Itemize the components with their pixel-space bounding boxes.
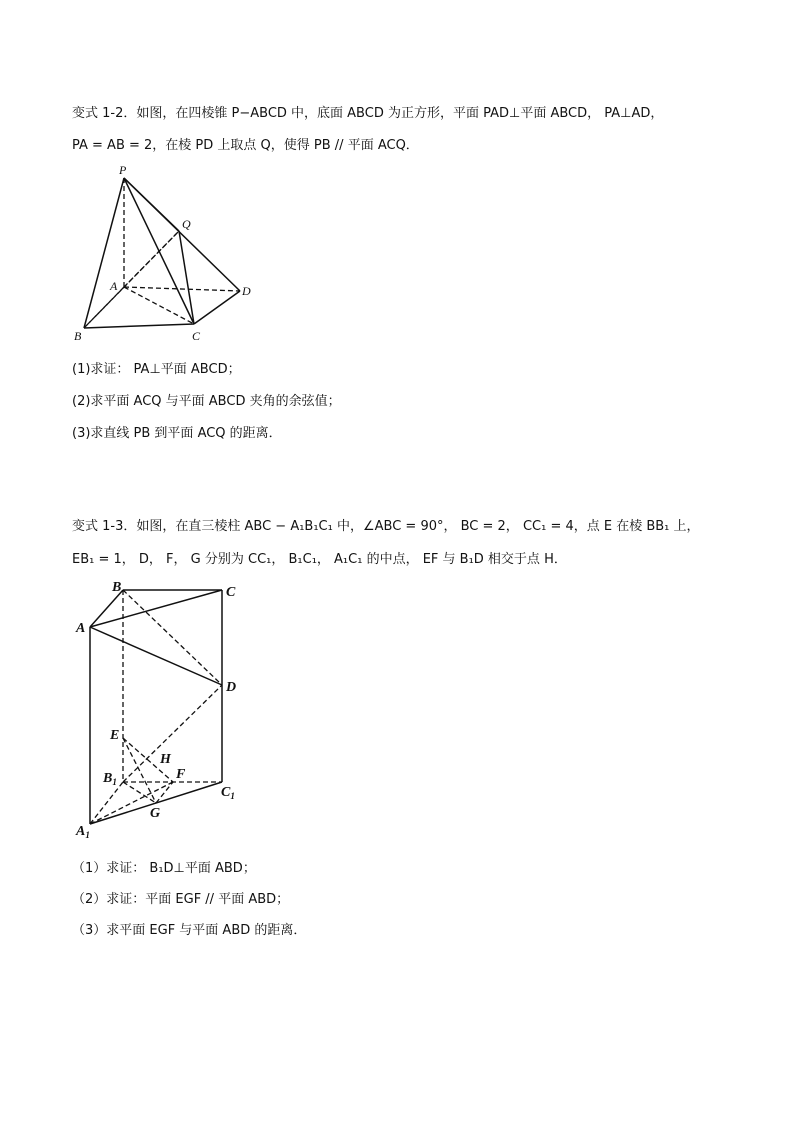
- label-D: D: [226, 680, 237, 695]
- label-B: B: [74, 329, 82, 343]
- label-H: H: [160, 752, 171, 767]
- problem2-question3: （3）求平面 EGF 与平面 ABD 的距离．: [72, 923, 307, 938]
- label-B: B: [112, 580, 122, 595]
- problem1-statement-line2: PA = AB = 2，在棱 PD 上取点 Q，使得 PB // 平面 ACQ．: [72, 138, 419, 153]
- label-G: G: [150, 806, 161, 821]
- problem1-question3: (3)求直线 PB 到平面 ACQ 的距离．: [72, 426, 282, 441]
- problem2-statement-line1: 变式 1-3．如图，在直三棱柱 ABC − A₁B₁C₁ 中，∠ABC = 90°， BC = 2， CC₁ = 4，点 E 在棱 BB₁ 上，: [72, 519, 700, 534]
- label-Q: Q: [182, 217, 191, 231]
- label-C: C: [192, 329, 201, 343]
- problem1-question2: (2)求平面 ACQ 与平面 ABCD 夹角的余弦值；: [72, 394, 341, 409]
- label-B1: $B_1$: [103, 771, 117, 787]
- label-C: C: [226, 585, 236, 600]
- label-F: F: [176, 767, 186, 782]
- problem2-question2: （2）求证：平面 EGF // 平面 ABD；: [72, 892, 290, 907]
- label-P: P: [119, 163, 127, 177]
- label-E: E: [110, 728, 120, 743]
- label-D: D: [242, 284, 251, 298]
- prism-figure: [70, 575, 260, 847]
- label-A: A: [76, 621, 86, 636]
- label-A: A: [110, 279, 118, 293]
- problem2-statement-line2: EB₁ = 1， D， F， G 分别为 CC₁， B₁C₁， A₁C₁ 的中点， EF 与 B₁D 相交于点 H．: [72, 552, 567, 567]
- problem1-question1: (1)求证： PA⊥平面 ABCD；: [72, 362, 241, 377]
- problem2-question1: （1）求证： B₁D⊥平面 ABD；: [72, 861, 256, 876]
- pyramid-figure: [66, 160, 266, 345]
- label-C1: $C_1$: [221, 785, 235, 801]
- label-A1: $A_1$: [76, 824, 90, 840]
- problem1-statement-line1: 变式 1-2．如图，在四棱锥 P−ABCD 中，底面 ABCD 为正方形，平面 PAD⊥平面 ABCD， PA⊥AD，: [72, 106, 664, 121]
